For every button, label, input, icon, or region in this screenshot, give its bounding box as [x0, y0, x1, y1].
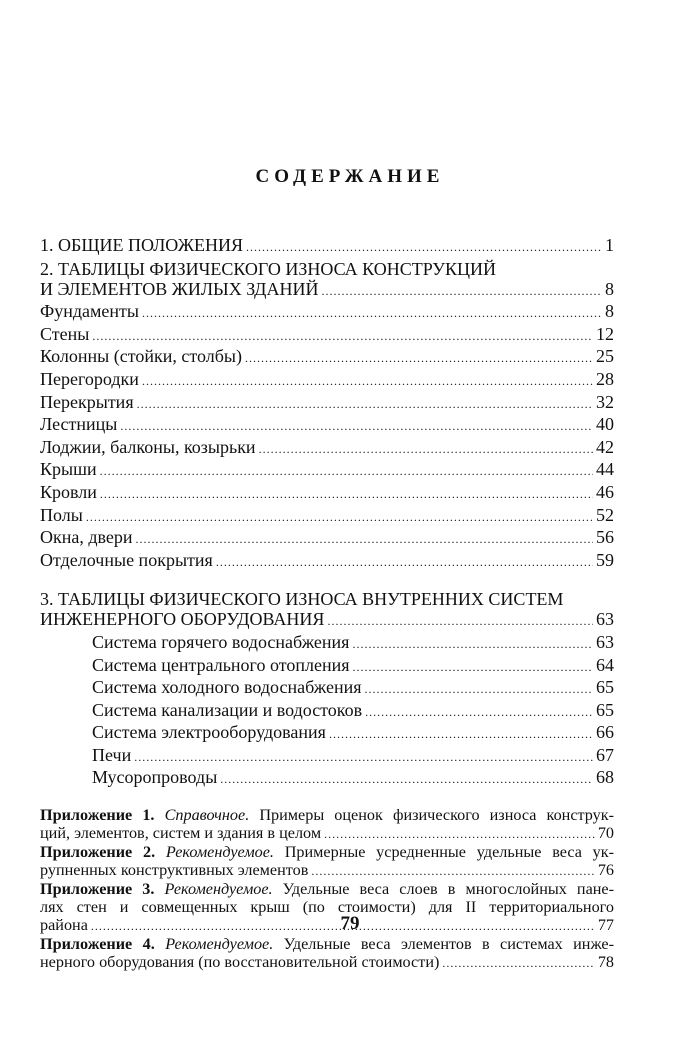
leader-dots — [142, 303, 602, 324]
appendix-text: нерного оборудования (по восстановительной стоимости) — [40, 953, 440, 972]
toc-section-3 — [40, 609, 614, 632]
toc-section-3-item-label: Система горячего водоснабжения — [92, 631, 350, 652]
toc-section-2-item — [40, 414, 614, 437]
leader-dots — [321, 281, 602, 302]
toc-section-2-item-page: 52 — [596, 504, 614, 525]
leader-dots — [365, 702, 593, 723]
toc-section-3-item-page: 65 — [596, 699, 614, 720]
toc-section-1 — [40, 235, 614, 258]
toc-section-3-heading: 3. ТАБЛИЦЫ ФИЗИЧЕСКОГО ИЗНОСА ВНУТРЕННИХ СИСТЕМ — [40, 589, 564, 610]
appendix-2-line1 — [40, 843, 614, 861]
leader-dots — [137, 394, 593, 415]
leader-dots — [353, 657, 593, 678]
toc-section-2-item-label: Лоджии, балконы, козырьки — [40, 436, 256, 457]
toc-section-3-label: ИНЖЕНЕРНОГО ОБОРУДОВАНИЯ — [40, 609, 325, 630]
leader-dots — [245, 348, 593, 369]
toc-section-2-heading: 2. ТАБЛИЦЫ ФИЗИЧЕСКОГО ИЗНОСА КОНСТРУКЦИЙ — [40, 258, 497, 279]
leader-dots — [311, 862, 594, 880]
toc-section-1-label: 1. ОБЩИЕ ПОЛОЖЕНИЯ — [40, 235, 243, 255]
toc-section-3-item-page: 65 — [596, 677, 614, 698]
appendix-name: Приложение 3. — [40, 880, 155, 899]
appendix-text: ций, элементов, систем и здания в целом — [40, 824, 322, 843]
appendix-name: Приложение 2. — [40, 843, 156, 862]
appendix-page: 78 — [597, 953, 614, 972]
page-number: 79 — [340, 913, 360, 934]
leader-dots — [327, 611, 593, 632]
toc-section-3-item-label: Мусоропроводы — [92, 767, 218, 788]
appendix-page: 76 — [597, 861, 614, 880]
toc-section-2-item — [40, 437, 614, 460]
toc-section-2-item — [40, 392, 614, 415]
toc-section-2-item-label: Крыши — [40, 459, 97, 480]
toc-section-3-item — [40, 722, 614, 745]
appendix-name: Приложение 1. — [40, 806, 155, 825]
toc-section-2 — [40, 279, 614, 302]
appendix-text: Удельные веса слоев в многослойных пане- — [282, 880, 615, 899]
leader-dots — [120, 416, 593, 437]
leader-dots — [216, 552, 593, 573]
appendix-text: Примеры оценок физического износа конструк- — [259, 806, 615, 825]
toc-section-2-item — [40, 369, 614, 392]
appendix-1-line1 — [40, 806, 614, 824]
toc-section-2-item — [40, 301, 614, 324]
toc-section-3-item-page: 64 — [596, 654, 614, 675]
appendix-name: Приложение 4. — [40, 935, 155, 954]
toc-section-2-item-page: 28 — [596, 368, 614, 389]
toc-section-3-item-label: Система канализации и водостоков — [92, 699, 363, 720]
toc-section-2-item-label: Перекрытия — [40, 391, 134, 412]
toc-section-3-item-page: 66 — [596, 722, 614, 743]
toc-section-2-item-page: 56 — [596, 527, 614, 548]
table-of-contents — [40, 235, 614, 972]
toc-section-2-item — [40, 324, 614, 347]
toc-section-2-item-page: 44 — [596, 459, 614, 480]
toc-section-2-item-page: 59 — [596, 549, 614, 570]
toc-section-2-item-label: Полы — [40, 504, 83, 525]
appendix-type: Рекомендуемое. — [165, 843, 274, 862]
toc-section-2-item-page: 25 — [596, 346, 614, 367]
appendix-text: Примерные усредненные удельные веса ук- — [284, 843, 614, 862]
toc-section-2-item-label: Перегородки — [40, 368, 139, 389]
toc-section-3-item-page: 68 — [596, 767, 614, 788]
appendix-3-line1b: лях стен и совмещенных крыш (по стоимости) для II территориального — [40, 898, 614, 917]
toc-section-2-item — [40, 482, 614, 505]
toc-section-3-page: 63 — [596, 609, 614, 630]
appendix-text: района — [40, 916, 88, 935]
leader-dots — [329, 724, 593, 745]
toc-section-2-item — [40, 550, 614, 573]
appendix-4-line1 — [40, 935, 614, 953]
leader-dots — [92, 326, 593, 347]
leader-dots — [100, 484, 593, 505]
toc-section-3-item-page: 67 — [596, 744, 614, 765]
toc-section-2-label: И ЭЛЕМЕНТОВ ЖИЛЫХ ЗДАНИЙ — [40, 278, 319, 299]
toc-section-2-item — [40, 505, 614, 528]
appendices — [40, 806, 614, 972]
appendix-type: Рекомендуемое. — [165, 935, 274, 954]
toc-section-2-item-page: 12 — [596, 323, 614, 344]
toc-section-2-item-label: Лестницы — [40, 414, 118, 435]
toc-section-2-item-page: 8 — [605, 301, 614, 322]
toc-section-3-item — [40, 767, 614, 790]
toc-section-1-page: 1 — [605, 235, 614, 255]
appendix-text: Удельные веса элементов в системах инже- — [283, 935, 615, 954]
appendix-2-line2 — [40, 861, 614, 880]
toc-section-2-item-page: 40 — [596, 414, 614, 435]
page-title: СОДЕРЖАНИЕ — [255, 166, 445, 187]
toc-section-2-item — [40, 459, 614, 482]
toc-section-2-item-label: Кровли — [40, 481, 97, 502]
toc-section-3-item-page: 63 — [596, 631, 614, 652]
toc-section-2-item-page: 42 — [596, 436, 614, 457]
toc-section-2-item — [40, 346, 614, 369]
toc-section-3-item-label: Система электрооборудования — [92, 722, 326, 743]
appendix-page: 77 — [597, 916, 614, 935]
toc-section-2-item-label: Окна, двери — [40, 527, 133, 548]
leader-dots — [324, 825, 595, 843]
leader-dots — [100, 461, 593, 482]
leader-dots — [134, 747, 593, 768]
appendix-page: 70 — [597, 824, 614, 843]
leader-dots — [259, 439, 593, 460]
appendix-type: Рекомендуемое. — [164, 880, 273, 899]
toc-section-2-item — [40, 527, 614, 550]
toc-section-2-item-label: Фундаменты — [40, 301, 139, 322]
toc-section-3-item — [40, 677, 614, 700]
toc-section-3-item — [40, 700, 614, 723]
toc-section-2-item-page: 32 — [596, 391, 614, 412]
leader-dots — [142, 371, 593, 392]
leader-dots — [442, 954, 594, 972]
toc-section-3-item — [40, 632, 614, 655]
leader-dots — [220, 769, 593, 790]
appendix-type: Справочное. — [164, 806, 250, 825]
toc-section-3-item — [40, 745, 614, 768]
appendix-text: рупненных конструктивных элементов — [40, 861, 309, 880]
leader-dots — [86, 507, 593, 528]
toc-section-2-item-label: Стены — [40, 323, 90, 344]
appendix-4-line2 — [40, 953, 614, 972]
toc-section-2-item-label: Отделочные покрытия — [40, 549, 213, 570]
toc-section-3-item-label: Печи — [92, 744, 132, 765]
toc-section-2-item-page: 46 — [596, 481, 614, 502]
leader-dots — [365, 679, 593, 700]
leader-dots — [246, 237, 602, 258]
toc-section-3-item-label: Система центрального отопления — [92, 654, 350, 675]
appendix-1-line2 — [40, 824, 614, 843]
toc-section-3-item — [40, 655, 614, 678]
leader-dots — [352, 634, 593, 655]
appendix-3-line1 — [40, 880, 614, 898]
toc-section-3-item-label: Система холодного водоснабжения — [92, 677, 362, 698]
toc-section-2-item-label: Колонны (стойки, столбы) — [40, 346, 242, 367]
leader-dots — [136, 529, 593, 550]
toc-section-2-page: 8 — [605, 278, 614, 299]
